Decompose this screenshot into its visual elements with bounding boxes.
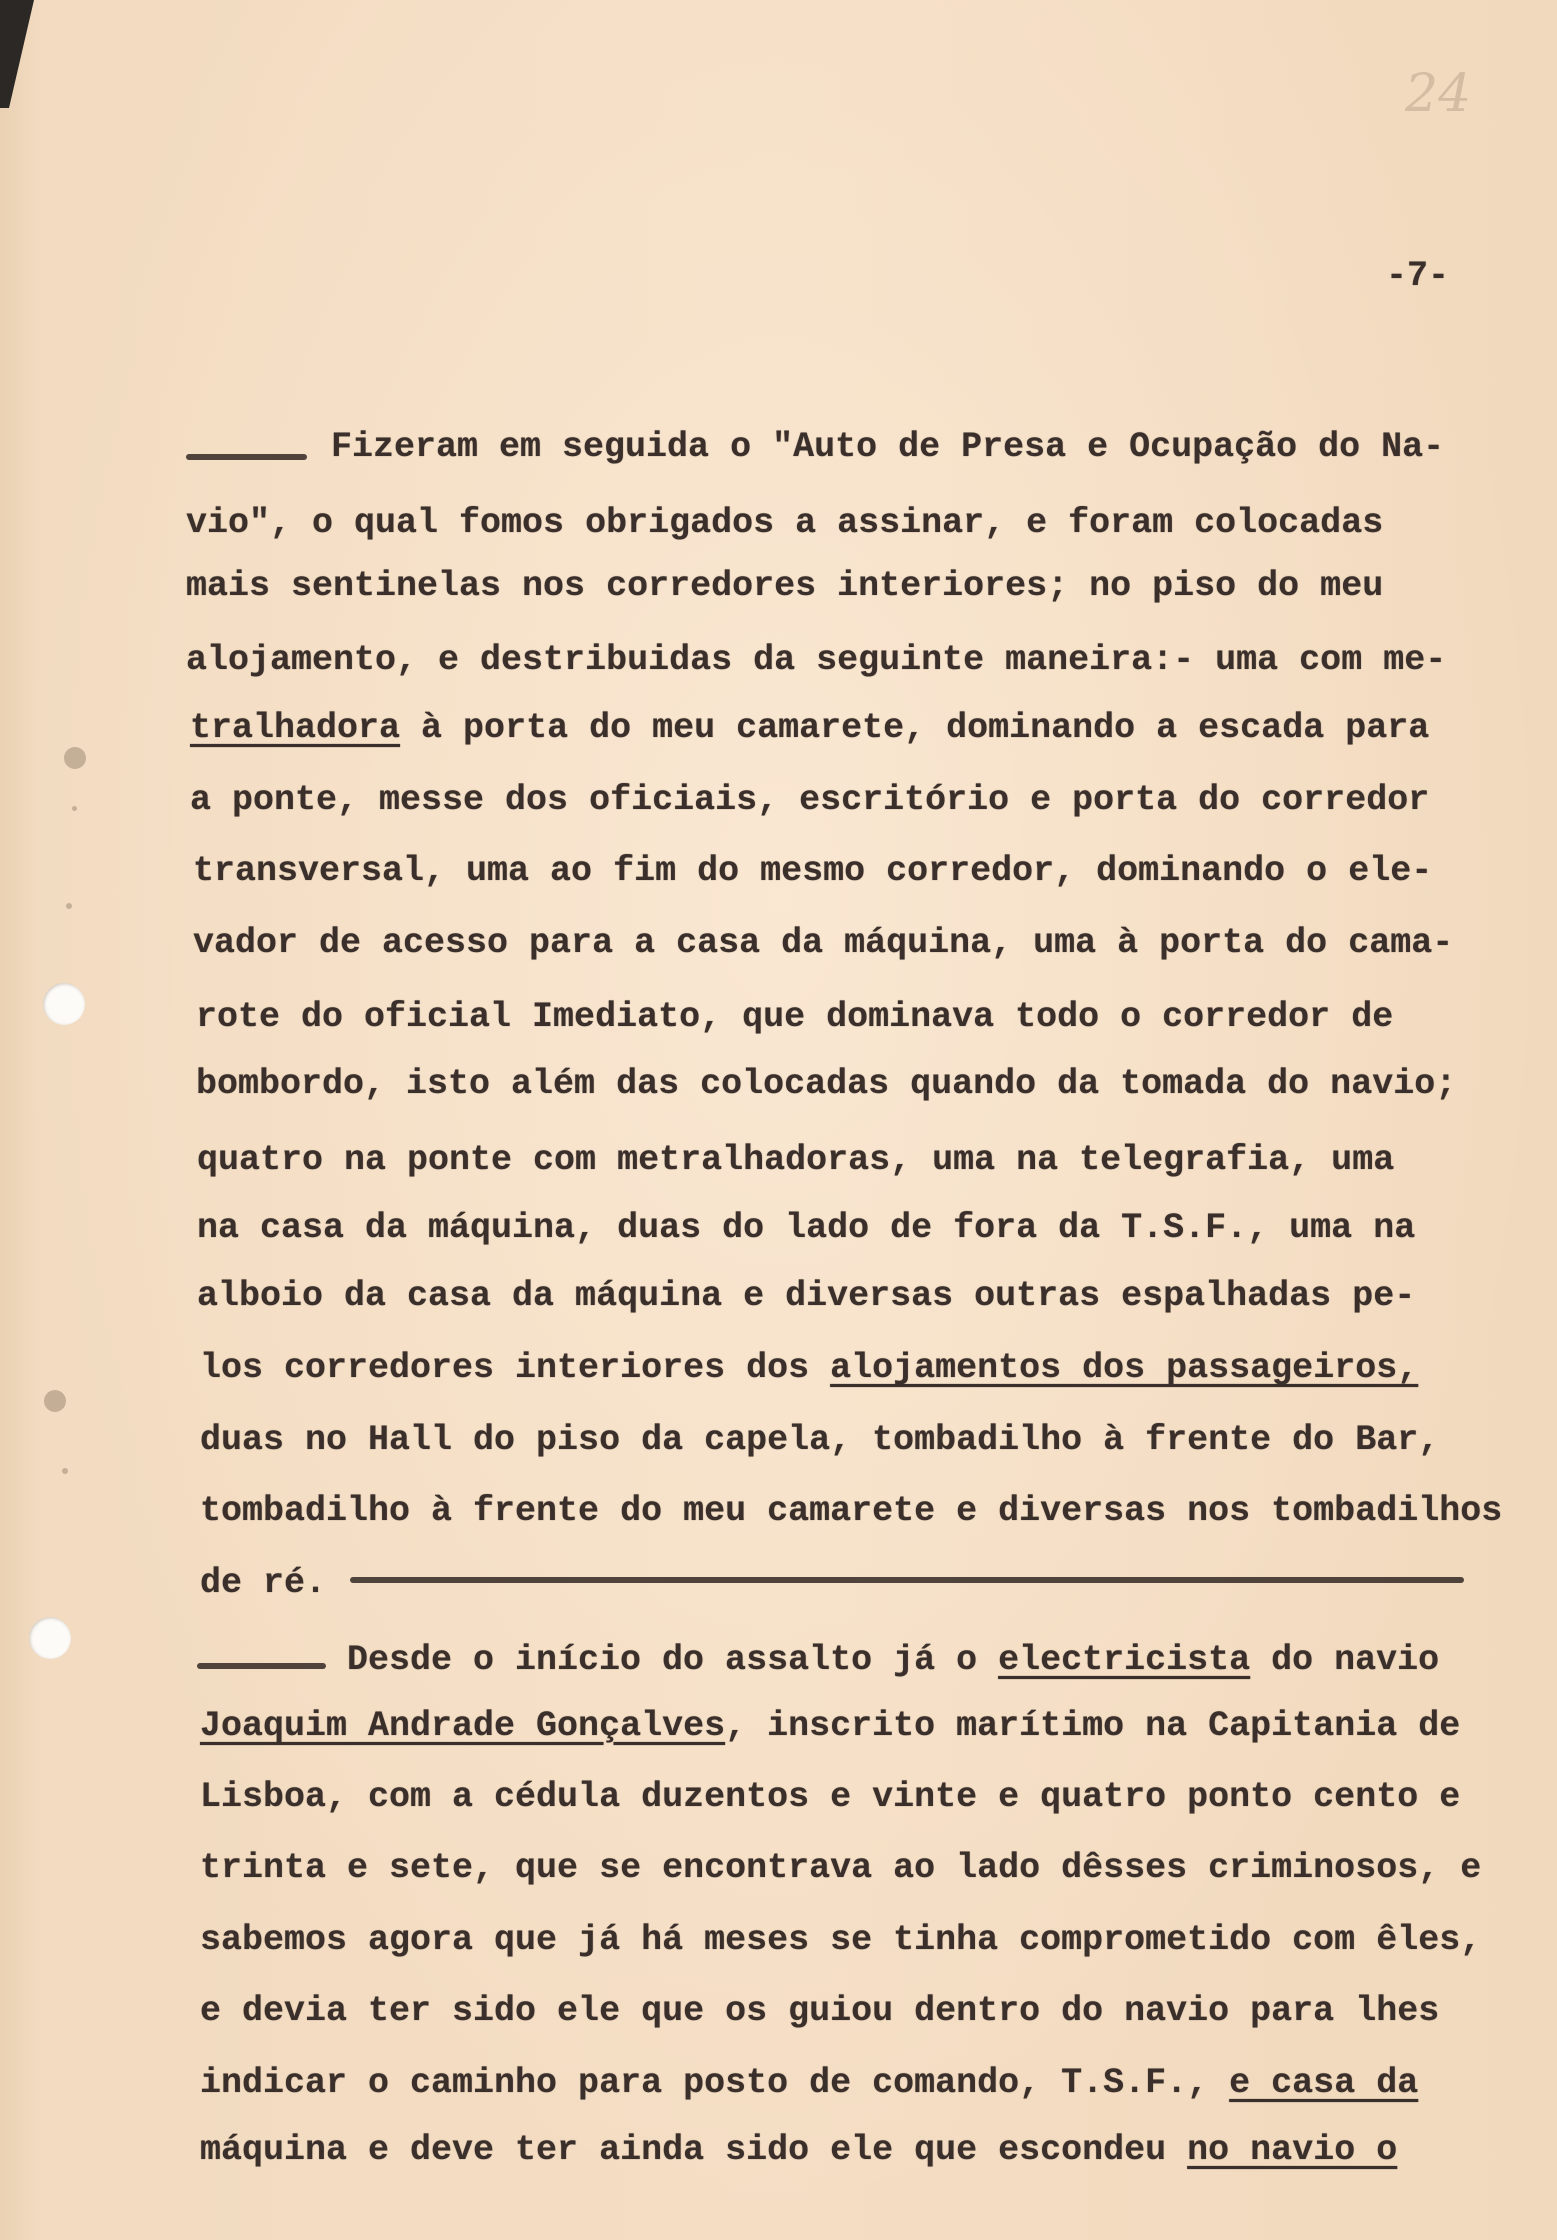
- text-line: [331, 427, 1444, 467]
- text-line: [200, 1848, 1481, 1888]
- text-segment: vio", o qual fomos obrigados a assinar, e foram colocadas: [186, 503, 1384, 543]
- paragraph-leader-dash: [186, 454, 307, 460]
- paper-speck: [44, 1390, 66, 1412]
- text-line: [200, 1491, 1502, 1531]
- text-segment: e devia ter sido ele que os guiou dentro do navio para lhes: [200, 1991, 1440, 2031]
- text-segment: Desde o início do assalto já o: [347, 1640, 999, 1680]
- text-segment: vador de acesso para a casa da máquina, uma à porta do cama-: [193, 923, 1454, 963]
- text-line: [186, 566, 1383, 606]
- text-segment: , inscrito marítimo na Capitania de: [725, 1706, 1461, 1746]
- text-segment: na casa da máquina, duas do lado de fora da T.S.F., uma na: [197, 1208, 1416, 1248]
- text-segment: Fizeram em seguida o "Auto de Presa e Ocupação do Na-: [331, 427, 1445, 467]
- text-segment: trinta e sete, que se encontrava ao lado dêsses criminosos, e: [200, 1848, 1482, 1888]
- text-segment: quatro na ponte com metralhadoras, uma na telegrafia, uma: [197, 1140, 1395, 1180]
- underlined-text: alojamentos dos passageiros,: [830, 1348, 1419, 1388]
- text-line: [200, 1991, 1439, 2031]
- text-segment: Lisboa, com a cédula duzentos e vinte e quatro ponto cento e: [200, 1777, 1461, 1817]
- text-line: [200, 1420, 1439, 1460]
- text-line: [193, 923, 1453, 963]
- text-segment: alboio da casa da máquina e diversas outras espalhadas pe-: [197, 1276, 1416, 1316]
- text-line: [196, 1064, 1456, 1104]
- text-segment: de ré.: [200, 1563, 327, 1603]
- text-line: [186, 503, 1383, 543]
- text-segment: tombadilho à frente do meu camarete e diversas nos tombadilhos: [200, 1491, 1503, 1531]
- text-line: [200, 2063, 1418, 2103]
- text-segment: sabemos agora que já há meses se tinha comprometido com êles,: [200, 1920, 1482, 1960]
- text-segment: a ponte, messe dos oficiais, escritório e porta do corredor: [190, 780, 1430, 820]
- punch-hole-lower: [29, 1617, 71, 1659]
- text-line: [190, 708, 1429, 748]
- text-line: [197, 1276, 1415, 1316]
- underlined-text: Joaquim Andrade Gonçalves: [200, 1706, 726, 1746]
- text-line: [200, 1706, 1460, 1746]
- text-line: [186, 640, 1446, 680]
- text-line: [193, 851, 1432, 891]
- handwritten-folio-number: 24: [1405, 64, 1472, 124]
- underlined-text: no navio o: [1187, 2130, 1398, 2170]
- underlined-text: tralhadora: [190, 708, 401, 748]
- paper-speck: [64, 747, 86, 769]
- text-line: [200, 1563, 326, 1603]
- text-line: [197, 1140, 1394, 1180]
- text-segment: rote do oficial Imediato, que dominava todo o corredor de: [196, 997, 1394, 1037]
- text-line: [200, 1348, 1418, 1388]
- paper-speck: [72, 806, 77, 811]
- paper-speck: [62, 1468, 68, 1474]
- scan-edge-shadow: [0, 0, 40, 110]
- text-segment: do navio: [1250, 1640, 1440, 1680]
- text-segment: bombordo, isto além das colocadas quando da tomada do navio;: [196, 1064, 1457, 1104]
- punch-hole-upper: [43, 983, 85, 1025]
- text-segment: máquina e deve ter ainda sido ele que escondeu: [200, 2130, 1188, 2170]
- line-fill-rule: [350, 1577, 1464, 1583]
- paper-speck: [66, 903, 72, 909]
- text-line: [200, 1920, 1481, 1960]
- underlined-text: e casa da: [1229, 2063, 1419, 2103]
- text-line: [197, 1208, 1415, 1248]
- text-segment: alojamento, e destribuidas da seguinte maneira:- uma com me-: [186, 640, 1447, 680]
- text-line: [190, 780, 1429, 820]
- text-segment: transversal, uma ao fim do mesmo corredor, dominando o ele-: [193, 851, 1433, 891]
- paragraph-leader-dash: [197, 1663, 326, 1669]
- underlined-text: electricista: [998, 1640, 1251, 1680]
- text-segment: los corredores interiores dos: [200, 1348, 831, 1388]
- text-line: [347, 1640, 1439, 1680]
- text-segment: mais sentinelas nos corredores interiores; no piso do meu: [186, 566, 1384, 606]
- text-segment: indicar o caminho para posto de comando, T.S.F.,: [200, 2063, 1230, 2103]
- text-segment: duas no Hall do piso da capela, tombadilho à frente do Bar,: [200, 1420, 1440, 1460]
- text-line: [196, 997, 1393, 1037]
- page-number: -7-: [1386, 256, 1450, 296]
- text-line: [200, 1777, 1460, 1817]
- text-segment: à porta do meu camarete, dominando a escada para: [400, 708, 1430, 748]
- text-line: [200, 2130, 1397, 2170]
